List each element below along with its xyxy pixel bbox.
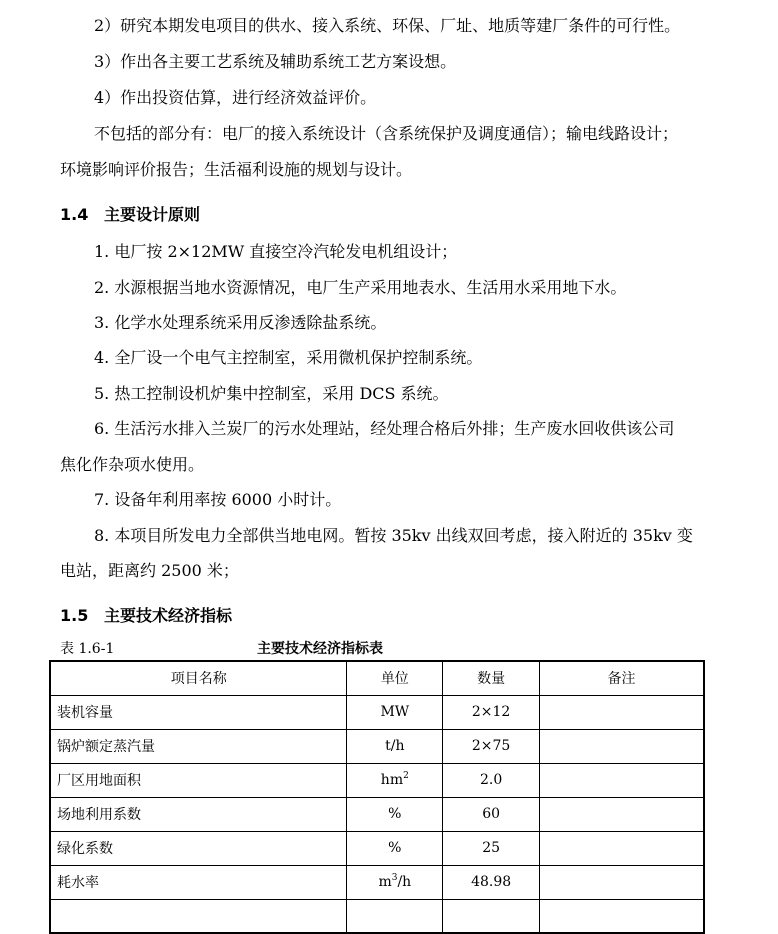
cell-qty [443, 899, 540, 933]
cell-unit: % [347, 831, 443, 865]
cell-name: 场地利用系数 [50, 797, 347, 831]
principle-8-line-2: 电站，距离约 2500 米； [60, 561, 239, 580]
header-qty: 数量 [443, 661, 540, 695]
table-row [50, 899, 704, 933]
cell-unit: $m^3/h$ [347, 865, 443, 899]
table-header-row [50, 661, 704, 695]
table-caption [60, 638, 700, 660]
intro-item-4: 4）作出投资估算，进行经济效益评价。 [94, 88, 377, 107]
header-name: 项目名称 [50, 661, 347, 695]
header-remark: 备注 [540, 661, 704, 695]
intro-item-3: 3）作出各主要工艺系统及辅助系统工艺方案设想。 [94, 52, 457, 71]
table-row [50, 695, 704, 729]
cell-qty: 2.0 [443, 763, 540, 797]
section-title: 主要设计原则 [104, 205, 201, 224]
cell-remark [540, 865, 704, 899]
principle-5: 5. 热工控制设机炉集中控制室，采用 DCS 系统。 [94, 384, 449, 403]
section-heading-1-4 [60, 200, 200, 230]
table-row [50, 831, 704, 865]
cell-remark [540, 729, 704, 763]
cell-name: 厂区用地面积 [50, 763, 347, 797]
principle-6-line-1: 6. 生活污水排入兰炭厂的污水处理站，经处理合格后外排；生产废水回收供该公司 [94, 419, 675, 438]
principle-6-line-2: 焦化作杂项水使用。 [60, 455, 205, 474]
principle-3: 3. 化学水处理系统采用反渗透除盐系统。 [94, 313, 387, 332]
cell-remark [540, 695, 704, 729]
cell-qty: 60 [443, 797, 540, 831]
section-number: 1.5 [60, 606, 89, 625]
exclusion-line-2: 环境影响评价报告；生活福利设施的规划与设计。 [60, 160, 413, 179]
tech-econ-table [49, 660, 705, 934]
cell-remark [540, 797, 704, 831]
cell-unit: MW [347, 695, 443, 729]
cell-name: 装机容量 [50, 695, 347, 729]
section-title: 主要技术经济指标 [104, 606, 233, 625]
cell-name [50, 899, 347, 933]
principle-7: 7. 设备年利用率按 6000 小时计。 [94, 490, 342, 509]
principle-1: 1. 电厂按 2×12MW 直接空冷汽轮发电机组设计； [94, 242, 458, 261]
header-unit: 单位 [347, 661, 443, 695]
cell-unit [347, 899, 443, 933]
cell-remark [540, 831, 704, 865]
cell-remark [540, 763, 704, 797]
table-row [50, 729, 704, 763]
cell-remark [540, 899, 704, 933]
unit-superscript: 3 [391, 873, 398, 883]
table-title: 主要技术经济指标表 [257, 641, 383, 657]
section-heading-1-5 [60, 601, 232, 631]
cell-unit: t/h [347, 729, 443, 763]
cell-qty: 48.98 [443, 865, 540, 899]
cell-name: 耗水率 [50, 865, 347, 899]
cell-unit: $hm^2$ [347, 763, 443, 797]
cell-name: 绿化系数 [50, 831, 347, 865]
cell-unit: % [347, 797, 443, 831]
section-number: 1.4 [60, 205, 89, 224]
cell-qty: 2×12 [443, 695, 540, 729]
table-row [50, 865, 704, 899]
cell-qty: 25 [443, 831, 540, 865]
table-row [50, 797, 704, 831]
principle-8-line-1: 8. 本项目所发电力全部供当地电网。暂按 35kv 出线双回考虑，接入附近的 35kv 变 [94, 526, 693, 545]
principle-2: 2. 水源根据当地水资源情况，电厂生产采用地表水、生活用水采用地下水。 [94, 278, 627, 297]
principle-4: 4. 全厂设一个电气主控制室，采用微机保护控制系统。 [94, 348, 483, 367]
table-row [50, 763, 704, 797]
unit-superscript: 2 [403, 771, 409, 781]
table-number: 表 1.6-1 [60, 641, 115, 657]
cell-name: 锅炉额定蒸汽量 [50, 729, 347, 763]
exclusion-line-1: 不包括的部分有：电厂的接入系统设计（含系统保护及调度通信）；输电线路设计； [94, 124, 679, 143]
intro-item-2: 2）研究本期发电项目的供水、接入系统、环保、厂址、地质等建厂条件的可行性。 [94, 16, 681, 35]
cell-qty: 2×75 [443, 729, 540, 763]
